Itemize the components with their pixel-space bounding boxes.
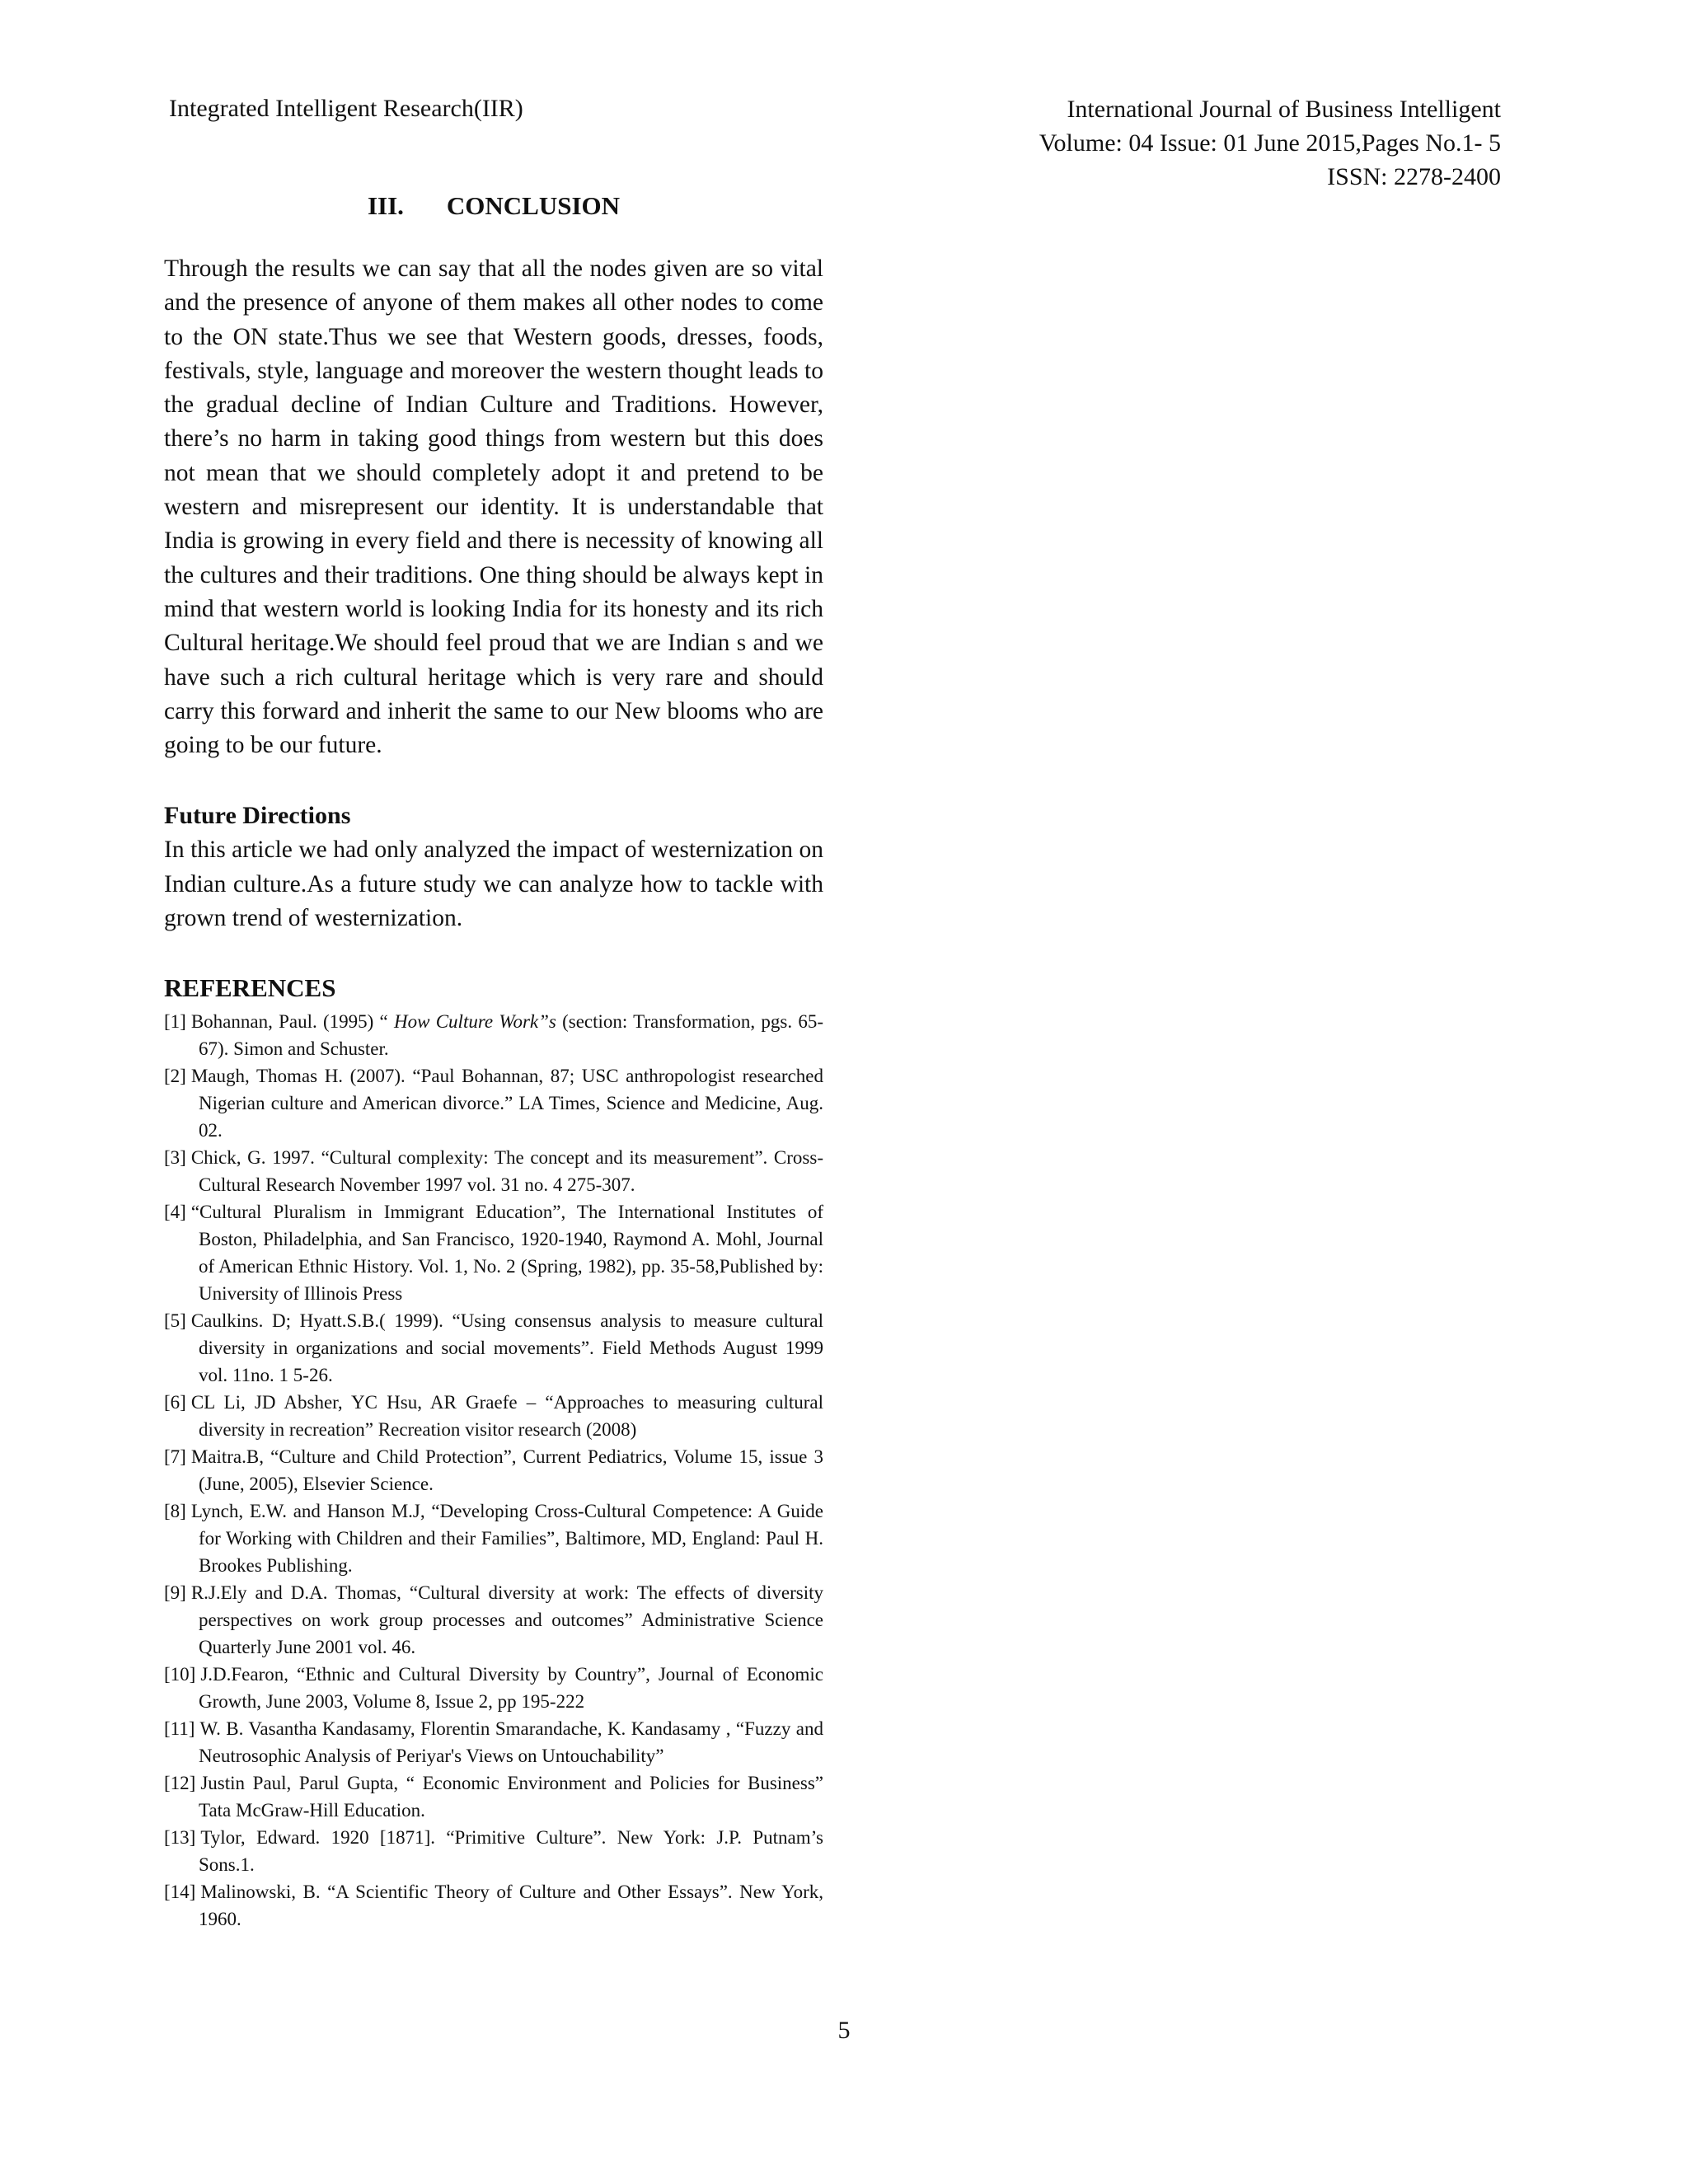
reference-item bbox=[164, 1661, 823, 1715]
reference-label: [10] bbox=[164, 1664, 196, 1685]
reference-text: J.D.Fearon, “Ethnic and Cultural Diversity by Country”, Journal of Economic Growth, June 2003, Volume 8, Issue 2, pp 195-222 bbox=[199, 1664, 823, 1713]
reference-item bbox=[164, 1715, 823, 1769]
reference-label: [6] bbox=[164, 1392, 186, 1413]
page-number: 5 bbox=[837, 2017, 851, 2044]
conclusion-paragraph: Through the results we can say that all the nodes given are so vital and the presence of anyone of them makes all other nodes to come to the ON state.Thus we see that Western goods, dresses, foods, festivals, style, language and moreover the western thought leads to the gradual decline of Indian Culture and Traditions. However, there’s no harm in taking good things from western but this does not mean that we should completely adopt it and pretend to be western and misrepresent our identity. It is understandable that India is growing in every field and there is necessity of knowing all the cultures and their traditions. One thing should be always kept in mind that western world is looking India for its honesty and its rich Cultural heritage.We should feel proud that we are Indian s and we have such a rich cultural heritage which is very rare and should carry this forward and inherit the same to our New blooms who are going to be our future. bbox=[164, 255, 823, 759]
reference-text: Caulkins. D; Hyatt.S.B.( 1999). “Using consensus analysis to measure cultural diversity in organizations and social movements”. Field Methods August 1999 vol. 11no. 1 5-26. bbox=[190, 1310, 823, 1386]
left-column bbox=[164, 190, 823, 1933]
reference-text: (section: Transformation, pgs. 65-67). Simon and Schuster. bbox=[199, 1011, 823, 1060]
conclusion-heading bbox=[164, 190, 823, 223]
reference-item bbox=[164, 1443, 823, 1497]
reference-item bbox=[164, 1497, 823, 1579]
reference-label: [8] bbox=[164, 1501, 186, 1522]
reference-text: CL Li, JD Absher, YC Hsu, AR Graefe – “Approaches to measuring cultural diversity in recreation” Recreation visitor research (2008) bbox=[190, 1392, 823, 1441]
reference-text: Malinowski, B. “A Scientific Theory of Culture and Other Essays”. New York, 1960. bbox=[199, 1882, 823, 1930]
reference-label: [14] bbox=[164, 1882, 196, 1903]
reference-item bbox=[164, 1144, 823, 1198]
references-heading: REFERENCES bbox=[164, 973, 336, 1003]
reference-item bbox=[164, 1579, 823, 1661]
reference-item bbox=[164, 1389, 823, 1443]
reference-item bbox=[164, 1769, 823, 1824]
reference-item bbox=[164, 1198, 823, 1307]
reference-list bbox=[164, 1008, 823, 1933]
reference-label: [12] bbox=[164, 1773, 196, 1794]
reference-item bbox=[164, 1307, 823, 1389]
reference-label: [7] bbox=[164, 1446, 186, 1468]
section-number: III. bbox=[367, 191, 404, 220]
reference-item bbox=[164, 1878, 823, 1933]
reference-label: [11] bbox=[164, 1718, 195, 1740]
reference-label: [9] bbox=[164, 1582, 186, 1604]
reference-text: Justin Paul, Parul Gupta, “ Economic Environment and Policies for Business” Tata McGraw-Hill Education. bbox=[199, 1773, 823, 1821]
reference-label: [4] bbox=[164, 1202, 186, 1223]
reference-text: R.J.Ely and D.A. Thomas, “Cultural diversity at work: The effects of diversity perspectives on work group processes and outcomes” Administrative Science Quarterly June 2001 vol. 46. bbox=[190, 1582, 823, 1658]
reference-text: Tylor, Edward. 1920 [1871]. “Primitive Culture”. New York: J.P. Putnam’s Sons.1. bbox=[199, 1827, 823, 1876]
journal-name: International Journal of Business Intelligent bbox=[1067, 96, 1501, 123]
reference-title-italic: How Culture Work”s bbox=[394, 1011, 556, 1033]
section-title: CONCLUSION bbox=[446, 191, 621, 220]
reference-text: Bohannan, Paul. (1995) “ bbox=[190, 1011, 395, 1033]
reference-text: Maitra.B, “Culture and Child Protection”, Current Pediatrics, Volume 15, issue 3 (June, 2005), Elsevier Science. bbox=[190, 1446, 823, 1495]
reference-item bbox=[164, 1062, 823, 1144]
reference-text: Lynch, E.W. and Hanson M.J, “Developing Cross-Cultural Competence: A Guide for Working with Children and their Families”, Baltimore, MD, England: Paul H. Brookes Publishing. bbox=[190, 1501, 823, 1577]
reference-text: Chick, G. 1997. “Cultural complexity: The concept and its measurement”. Cross-Cultural Research November 1997 vol. 31 no. 4 275-307. bbox=[190, 1147, 823, 1196]
future-directions-heading: Future Directions bbox=[164, 802, 351, 830]
issn: ISSN: 2278-2400 bbox=[1327, 163, 1501, 190]
reference-text: “Cultural Pluralism in Immigrant Education”, The International Institutes of Boston, Philadelphia, and San Francisco, 1920-1940, Raymond A. Mohl, Journal of American Ethnic History. Vol. 1, No. 2 (Spring, 1982), pp. 35-58,Published by: University of Illinois Press bbox=[190, 1202, 823, 1305]
reference-label: [2] bbox=[164, 1066, 186, 1087]
reference-label: [3] bbox=[164, 1147, 186, 1169]
reference-label: [13] bbox=[164, 1827, 196, 1849]
volume-info: Volume: 04 Issue: 01 June 2015,Pages No.1- 5 bbox=[1039, 129, 1501, 157]
reference-item bbox=[164, 1824, 823, 1878]
reference-item bbox=[164, 1008, 823, 1062]
reference-label: [1] bbox=[164, 1011, 186, 1033]
reference-text: Maugh, Thomas H. (2007). “Paul Bohannan, 87; USC anthropologist researched Nigerian culture and American divorce.” LA Times, Science and Medicine, Aug. 02. bbox=[190, 1066, 823, 1141]
future-directions-paragraph: In this article we had only analyzed the impact of westernization on Indian culture.As a future study we can analyze how to tackle with grown trend of westernization. bbox=[164, 837, 823, 932]
running-header-right bbox=[1039, 92, 1501, 194]
reference-label: [5] bbox=[164, 1310, 186, 1332]
running-header-left: Integrated Intelligent Research(IIR) bbox=[169, 95, 523, 122]
reference-text: W. B. Vasantha Kandasamy, Florentin Smarandache, K. Kandasamy , “Fuzzy and Neutrosophic Analysis of Periyar's Views on Untouchability” bbox=[199, 1718, 823, 1767]
